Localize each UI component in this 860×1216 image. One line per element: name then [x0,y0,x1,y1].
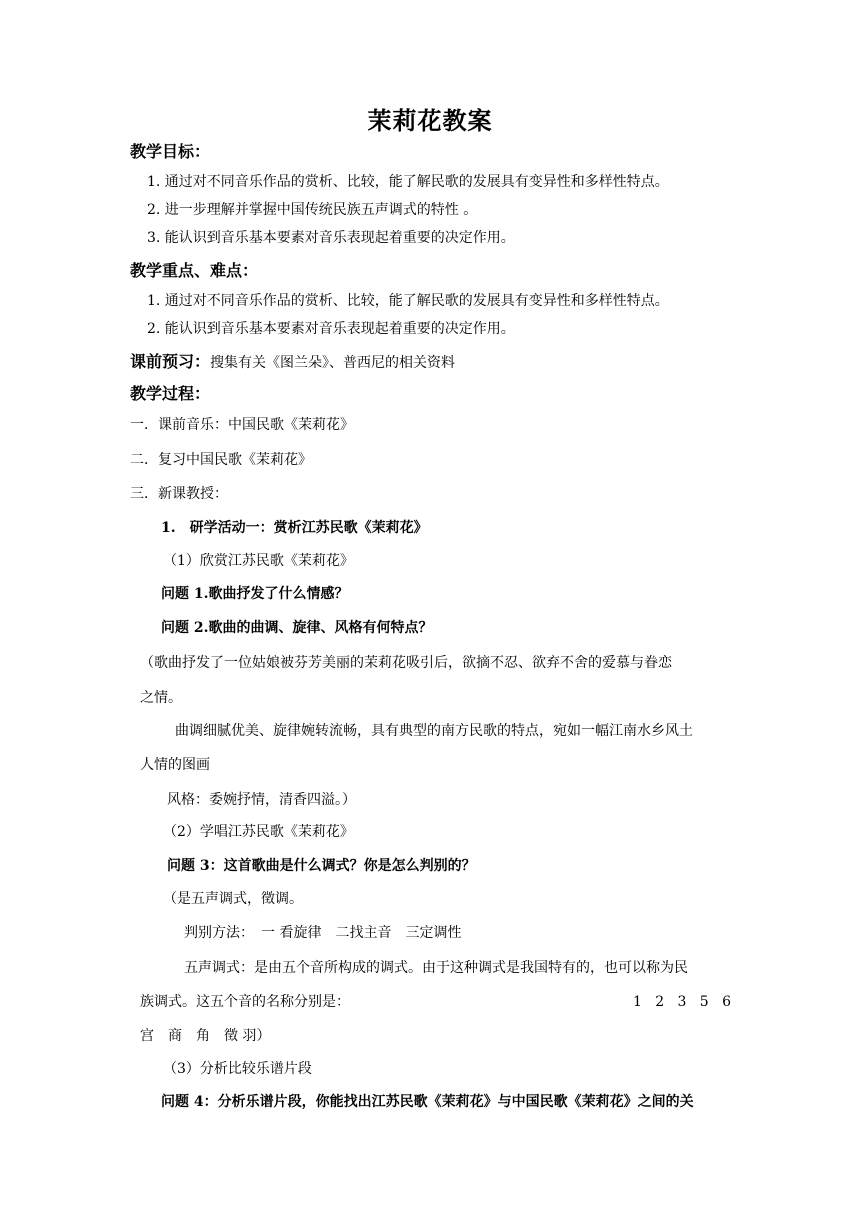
answer-3-line-3: 五声调式：是由五个音所构成的调式。由于这种调式是我国特有的，也可以称为民 [184,960,688,976]
answer-2-line-5: 风格：委婉抒情，清香四溢。） [167,792,356,808]
answer-2-line-3: 曲调细腻优美、旋律婉转流畅，具有典型的南方民歌的特点，宛如一幅江南水乡风土 [175,723,693,739]
page-title: 茉莉花教案 [367,106,493,135]
objective-item-2: 2. 进一步理解并掌握中国传统民族五声调式的特性 。 [147,202,478,218]
step-2: （2）学唱江苏民歌《茉莉花》 [163,824,354,840]
objective-item-3: 3. 能认识到音乐基本要素对音乐表现起着重要的决定作用。 [147,230,515,246]
answer-3-line-4: 族调式。这五个音的名称分别是： [140,994,350,1010]
key-points-heading: 教学重点、难点： [130,261,259,280]
step-1: （1）欣赏江苏民歌《茉莉花》 [163,553,354,569]
note-5: 5 [699,994,709,1010]
step-3: （3）分析比较乐谱片段 [163,1061,312,1077]
preview-label: 课前预习： [130,352,211,371]
answer-2-line-1: （歌曲抒发了一位姑娘被芬芳美丽的茉莉花吸引后，欲摘不忍、欲弃不舍的爱慕与眷恋 [140,655,672,671]
key-point-item-2: 2. 能认识到音乐基本要素对音乐表现起着重要的决定作用。 [147,321,515,337]
question-2: 问题 2.歌曲的曲调、旋律、风格有何特点？ [161,620,433,636]
key-point-item-1: 1. 通过对不同音乐作品的赏析、比较，能了解民歌的发展具有变异性和多样性特点。 [147,293,669,309]
note-2: 2 [655,994,665,1010]
activity-1-heading: 1. 研学活动一：赏析江苏民歌《茉莉花》 [161,520,428,536]
objectives-heading: 教学目标： [130,142,211,161]
note-3: 3 [677,994,687,1010]
answer-2-line-4: 人情的图画 [140,757,210,773]
process-heading: 教学过程： [130,384,211,403]
question-1: 问题 1.歌曲抒发了什么情感？ [161,586,349,602]
note-numbers [633,993,731,1011]
note-6: 6 [722,994,731,1010]
question-3: 问题 3：这首歌曲是什么调式？你是怎么判别的？ [167,858,476,874]
process-section-1: 一．课前音乐：中国民歌《茉莉花》 [130,417,354,433]
preview-text: 搜集有关《图兰朵》、普西尼的相关资料 [210,355,456,371]
answer-3-line-1: （是五声调式，徵调。 [163,891,303,907]
preview-line [130,353,455,372]
question-4: 问题 4：分析乐谱片段，你能找出江苏民歌《茉莉花》与中国民歌《茉莉花》之间的关 [161,1094,694,1110]
objective-item-1: 1. 通过对不同音乐作品的赏析、比较，能了解民歌的发展具有变异性和多样性特点。 [147,174,669,190]
process-section-3: 三．新课教授： [130,486,228,502]
answer-2-line-2: 之情。 [140,690,182,706]
answer-3-line-5: 宫 商 角 徵 羽） [140,1028,271,1044]
note-1: 1 [633,994,642,1010]
process-section-2: 二．复习中国民歌《茉莉花》 [130,452,312,468]
answer-3-line-2: 判别方法： 一 看旋律 二找主音 三定调性 [184,925,462,941]
